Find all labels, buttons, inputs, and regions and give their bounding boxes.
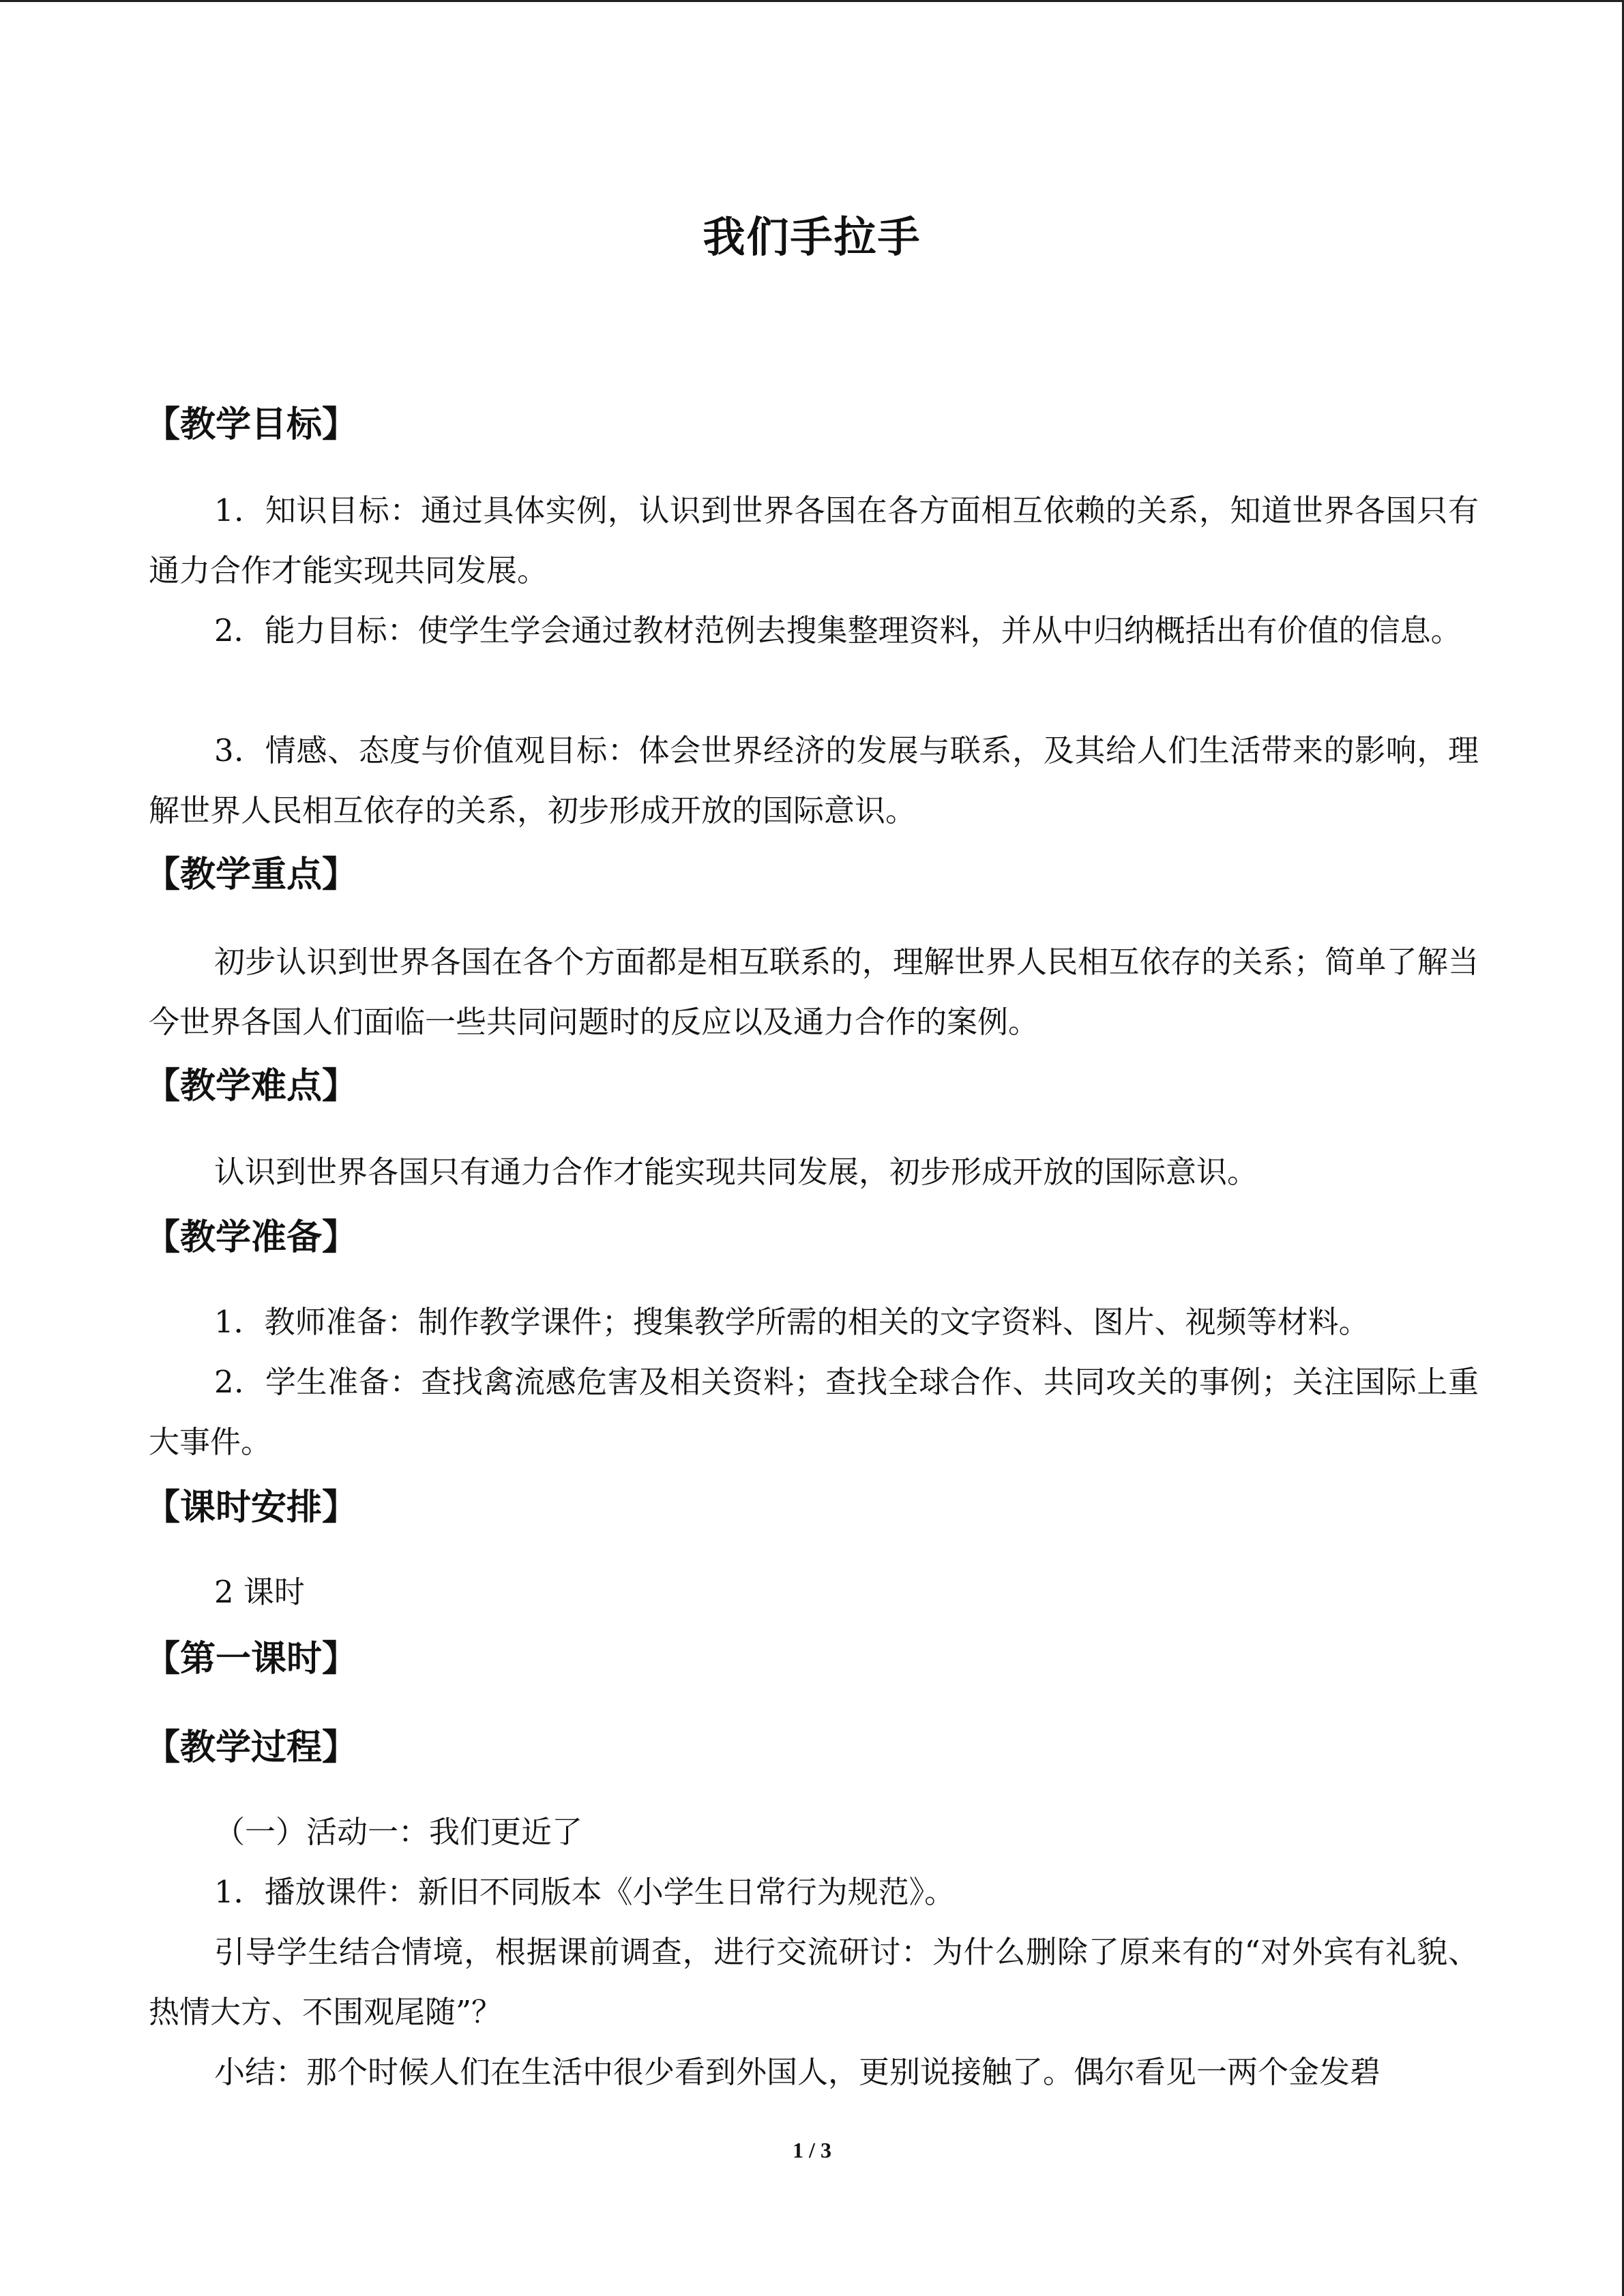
process-summary: 小结：那个时候人们在生活中很少看到外国人，更别说接触了。偶尔看见一两个金发碧 [214, 2054, 1381, 2090]
section-heading-preparation: 【教学准备】 [145, 1217, 358, 1258]
page-number: 1 / 3 [793, 2138, 831, 2162]
schedule-text: 2 课时 [214, 1574, 305, 1610]
section-heading-process: 【教学过程】 [145, 1727, 358, 1768]
preparation-item-student: 2．学生准备：查找禽流感危害及相关资料；查找全球合作、共同攻关的事例；关注国际上重大事件。 [149, 1364, 1479, 1460]
section-heading-key-points: 【教学重点】 [145, 854, 358, 895]
section-heading-goals: 【教学目标】 [145, 404, 358, 445]
process-step-1: 1．播放课件：新旧不同版本《小学生日常行为规范》。 [214, 1874, 956, 1910]
preparation-item-teacher: 1．教师准备：制作教学课件；搜集教学所需的相关的文字资料、图片、视频等材料。 [214, 1304, 1370, 1340]
goal-item-knowledge: 1．知识目标：通过具体实例，认识到世界各国在各方面相互依赖的关系，知道世界各国只有通力合作才能实现共同发展。 [149, 492, 1479, 588]
key-points-text: 初步认识到世界各国在各个方面都是相互联系的，理解世界人民相互依存的关系；简单了解当今世界各国人们面临一些共同问题时的反应以及通力合作的案例。 [149, 944, 1479, 1040]
process-activity-one: （一）活动一：我们更近了 [214, 1814, 583, 1850]
goal-item-ability: 2．能力目标：使学生学会通过教材范例去搜集整理资料，并从中归纳概括出有价值的信息。 [214, 612, 1462, 648]
section-heading-first-lesson: 【第一课时】 [145, 1638, 358, 1680]
page-title: 我们手拉手 [703, 212, 921, 262]
section-heading-difficulties: 【教学难点】 [145, 1065, 358, 1107]
section-heading-schedule: 【课时安排】 [145, 1487, 358, 1528]
process-guidance: 引导学生结合情境，根据课前调查，进行交流研讨：为什么删除了原来有的“对外宾有礼貌、热情大方、不围观尾随”？ [149, 1934, 1479, 2030]
difficulties-text: 认识到世界各国只有通力合作才能实现共同发展，初步形成开放的国际意识。 [214, 1154, 1258, 1190]
goal-item-attitude: 3．情感、态度与价值观目标：体会世界经济的发展与联系，及其给人们生活带来的影响，理解世界人民相互依存的关系，初步形成开放的国际意识。 [149, 732, 1479, 829]
